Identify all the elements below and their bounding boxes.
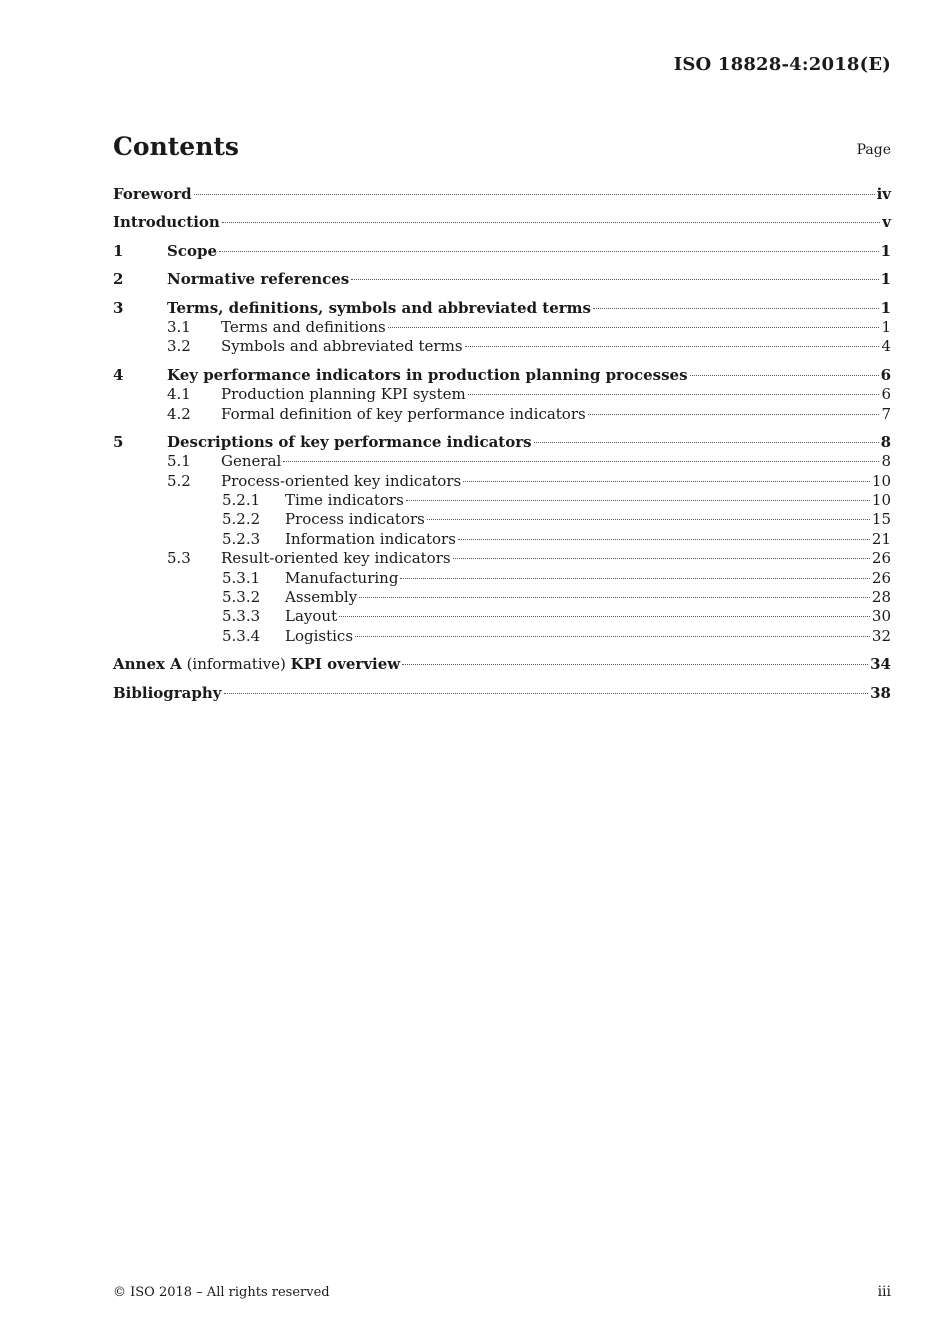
toc-entry-title[interactable]: Bibliography <box>113 683 222 702</box>
toc-entry-page: 1 <box>881 317 891 336</box>
toc-entry-title[interactable]: Formal definition of key performance indicators <box>221 404 586 423</box>
toc-entry-title[interactable]: Process-oriented key indicators <box>221 471 462 490</box>
toc-entry[interactable] <box>113 405 891 424</box>
toc-entry-number: 5.3.4 <box>222 626 261 645</box>
toc-dot-leader <box>453 558 870 559</box>
toc-entry-page: 6 <box>881 385 891 404</box>
toc-entry-number: 3.1 <box>167 317 191 336</box>
toc-entry-page: 26 <box>871 549 891 568</box>
toc-entry[interactable] <box>113 569 891 588</box>
toc-entry-number: 5.2.3 <box>222 529 261 548</box>
toc-entry-page: 10 <box>871 471 891 490</box>
toc-entry-number: 5.1 <box>167 452 191 471</box>
toc-entry-number: 5.2.2 <box>222 510 261 529</box>
toc-entry[interactable] <box>113 242 891 261</box>
toc-entry-title[interactable]: Production planning KPI system <box>221 385 466 404</box>
toc-entry-page: 8 <box>881 452 891 471</box>
toc-entry-title[interactable]: Manufacturing <box>285 568 399 587</box>
toc-entry-title[interactable]: Information indicators <box>285 529 456 548</box>
toc-entry-number: 4.2 <box>167 404 191 423</box>
toc-entry-title[interactable]: Process indicators <box>285 510 425 529</box>
toc-dot-leader <box>224 693 869 694</box>
toc-entry-title[interactable]: Assembly <box>285 588 358 607</box>
toc-dot-leader <box>468 394 880 395</box>
toc-entry[interactable] <box>113 472 891 491</box>
toc-entry[interactable] <box>113 433 891 452</box>
toc-entry-page: 28 <box>871 588 891 607</box>
toc-entry[interactable] <box>113 607 891 626</box>
toc-dot-leader <box>690 375 879 376</box>
page-number: iii <box>877 1284 891 1300</box>
toc-entry-title[interactable]: Scope <box>167 241 218 260</box>
toc-entry-title[interactable]: Normative references <box>167 270 350 289</box>
toc-entry-page: 1 <box>880 241 891 260</box>
toc-dot-leader <box>339 616 870 617</box>
toc-entry[interactable] <box>113 366 891 385</box>
toc-entry-title[interactable]: Logistics <box>285 626 354 645</box>
toc-entry-title[interactable]: Time indicators <box>285 491 404 510</box>
toc-entry-number: 3.2 <box>167 337 191 356</box>
toc-entry-page: iv <box>876 185 891 203</box>
toc-entry[interactable] <box>113 549 891 568</box>
toc-dot-leader <box>534 442 879 443</box>
toc-entry[interactable] <box>113 655 891 674</box>
toc-entry-number: 5.3.1 <box>222 568 261 587</box>
toc-dot-leader <box>194 194 875 195</box>
toc-dot-leader <box>219 251 879 252</box>
toc-dot-leader <box>593 308 879 309</box>
toc-entry[interactable] <box>113 213 891 232</box>
toc-dot-leader <box>402 664 868 665</box>
document-id: ISO 18828-4:2018(E) <box>673 54 891 75</box>
toc-entry[interactable] <box>113 299 891 318</box>
toc-entry-page: 1 <box>880 298 891 317</box>
toc-entry-title-part: (informative) <box>181 655 291 674</box>
toc-entry[interactable] <box>113 510 891 529</box>
toc-entry-page: 21 <box>871 529 891 548</box>
toc-entry-title[interactable]: Terms, definitions, symbols and abbreviated terms <box>167 298 591 317</box>
toc-dot-leader <box>463 481 870 482</box>
toc-entry-page: 1 <box>880 270 891 289</box>
toc-entry-title[interactable]: General <box>221 452 282 471</box>
toc-entry[interactable] <box>113 588 891 607</box>
toc-dot-leader <box>359 597 870 598</box>
toc-dot-leader <box>400 578 869 579</box>
toc-dot-leader <box>283 461 879 462</box>
toc-dot-leader <box>388 327 880 328</box>
toc-entry-page: 7 <box>881 404 891 423</box>
toc-entry-title[interactable]: Foreword <box>113 185 192 203</box>
toc-entry-title-part: Annex A <box>113 655 182 674</box>
toc-entry-page: 8 <box>880 432 891 451</box>
copyright-notice: © ISO 2018 – All rights reserved <box>113 1285 330 1300</box>
toc-entry-title[interactable]: Result-oriented key indicators <box>221 549 451 568</box>
toc-entry-page: 4 <box>881 337 891 356</box>
toc-entry-number: 5.2 <box>167 471 191 490</box>
toc-entry-title[interactable]: Descriptions of key performance indicators <box>167 432 532 451</box>
contents-heading: Contents <box>113 132 240 161</box>
toc-entry-number: 5.3 <box>167 549 191 568</box>
toc-entry-title-part: KPI overview <box>290 655 401 674</box>
toc-dot-leader <box>351 279 878 280</box>
toc-entry[interactable] <box>113 185 891 204</box>
toc-entry-page: 6 <box>880 365 891 384</box>
toc-entry[interactable] <box>113 270 891 289</box>
toc-entry-number: 5.3.3 <box>222 607 261 626</box>
table-of-contents <box>113 185 891 703</box>
toc-entry-number: 2 <box>113 270 124 289</box>
toc-dot-leader <box>458 539 870 540</box>
toc-entry[interactable] <box>113 318 891 337</box>
toc-dot-leader <box>465 346 880 347</box>
toc-dot-leader <box>406 500 870 501</box>
toc-dot-leader <box>355 636 870 637</box>
toc-entry-page: 26 <box>871 568 891 587</box>
toc-entry[interactable] <box>113 530 891 549</box>
toc-entry-number: 4 <box>113 365 124 384</box>
toc-entry-number: 4.1 <box>167 385 191 404</box>
toc-entry-number: 1 <box>113 241 124 260</box>
toc-entry-page: 34 <box>870 655 891 674</box>
toc-entry-page: 32 <box>871 626 891 645</box>
toc-entry-page: v <box>882 213 891 232</box>
toc-dot-leader <box>427 519 870 520</box>
toc-entry-page: 30 <box>871 607 891 626</box>
toc-entry-page: 15 <box>871 510 891 529</box>
toc-entry-number: 3 <box>113 298 124 317</box>
toc-entry-number: 5 <box>113 432 124 451</box>
toc-entry[interactable] <box>113 491 891 510</box>
toc-entry-number: 5.2.1 <box>222 491 261 510</box>
toc-entry-title[interactable]: Terms and definitions <box>221 317 386 336</box>
toc-entry-title[interactable]: Layout <box>285 607 338 626</box>
toc-entry-title[interactable] <box>113 655 400 674</box>
toc-entry[interactable] <box>113 684 891 703</box>
toc-entry-number: 5.3.2 <box>222 588 261 607</box>
toc-dot-leader <box>588 414 880 415</box>
toc-entry-title[interactable]: Symbols and abbreviated terms <box>221 337 463 356</box>
toc-entry-page: 10 <box>871 491 891 510</box>
toc-entry-title[interactable]: Key performance indicators in production planning processes <box>167 365 688 384</box>
toc-entry[interactable] <box>113 627 891 646</box>
toc-dot-leader <box>222 222 880 223</box>
toc-entry-page: 38 <box>870 683 891 702</box>
toc-entry[interactable] <box>113 337 891 356</box>
page-column-label: Page <box>856 142 891 158</box>
toc-entry[interactable] <box>113 385 891 404</box>
toc-entry-title[interactable]: Introduction <box>113 213 220 232</box>
toc-entry[interactable] <box>113 452 891 471</box>
